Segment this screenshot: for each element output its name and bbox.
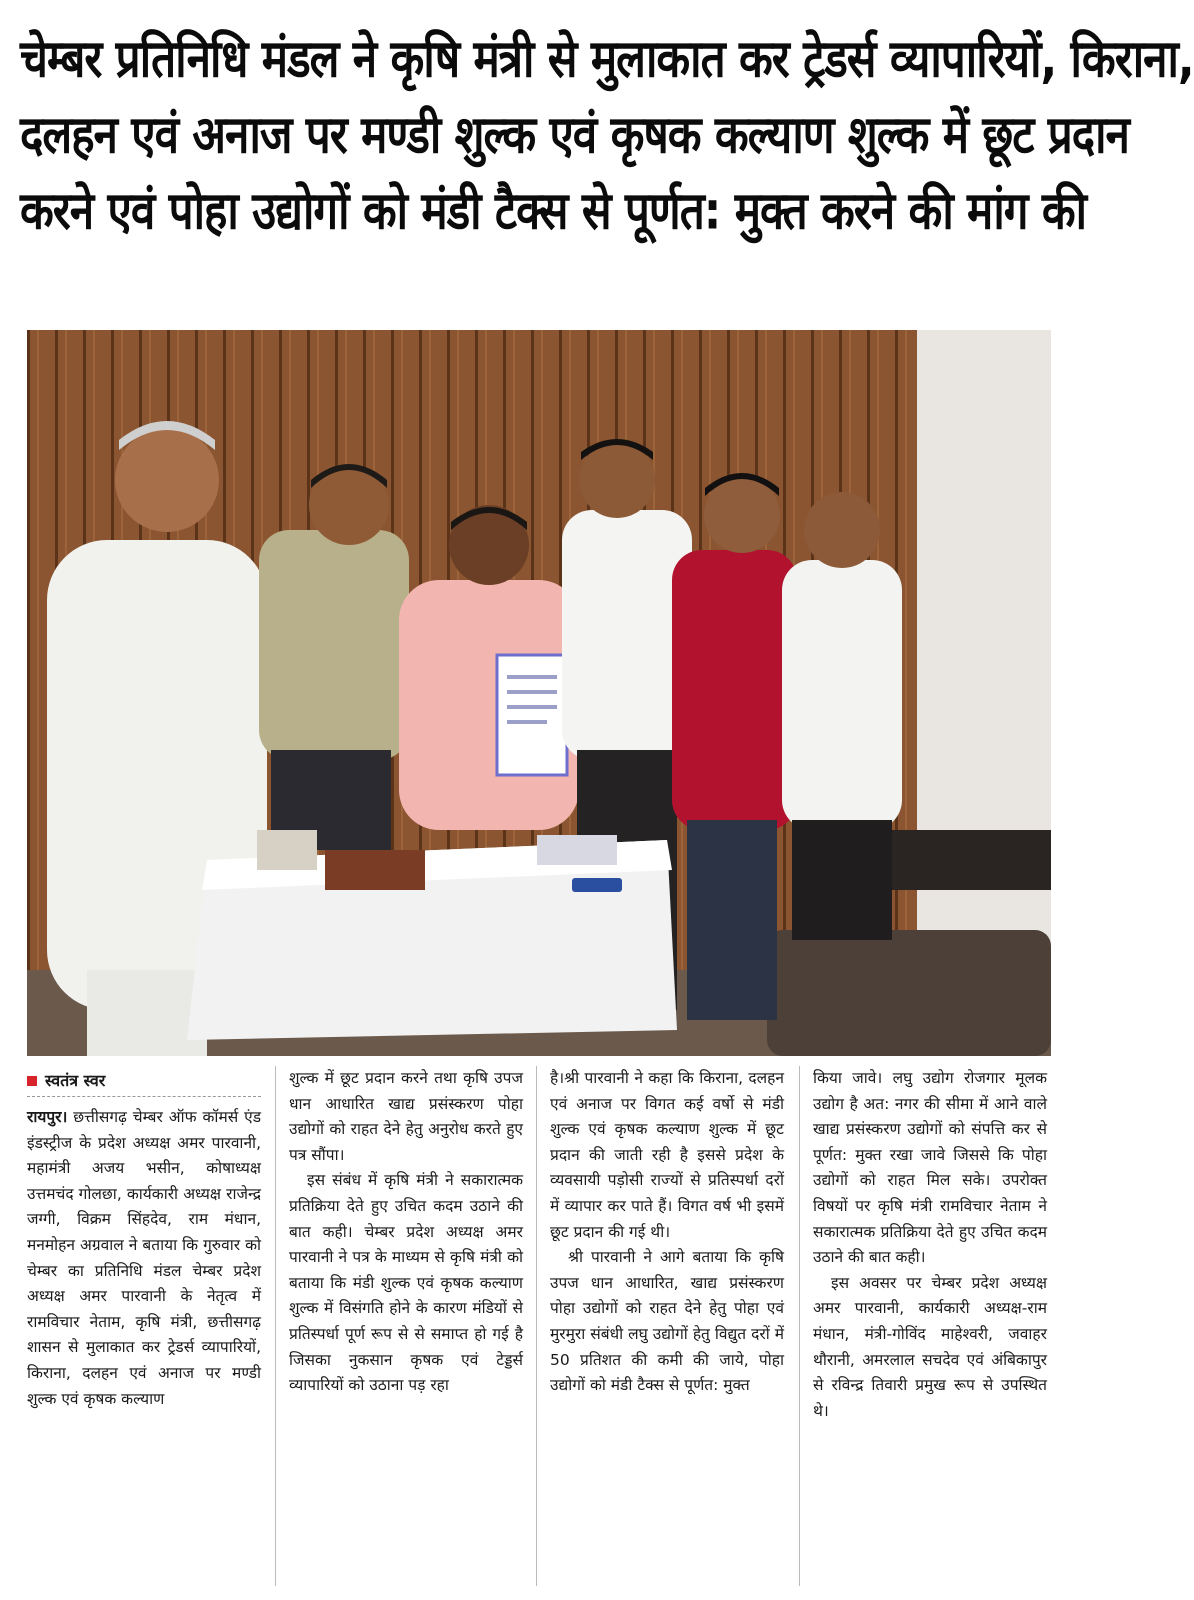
byline — [27, 1066, 261, 1097]
table — [187, 830, 677, 1040]
photo-illustration — [27, 330, 1051, 1056]
column-divider — [275, 1066, 276, 1586]
column-divider — [536, 1066, 537, 1586]
article-text: छत्तीसगढ़ चेम्बर ऑफ कॉमर्स एंड इंडस्ट्रीज के प्रदेश अध्यक्ष अमर पारवानी, महामंत्री अजय भसीन, कोषाध्यक्ष उत्तमचंद गोलछा, कार्यकारी अध्यक्ष राजेन्द्र जग्गी, विक्रम सिंहदेव, राम मंधान, मनमोहन अग्रवाल ने बताया कि गुरुवार को चेम्बर का प्रतिनिधि मंडल चेम्बर प्रदेश अध्यक्ष अमर पारवानी के नेतृत्व में रामविचार नेताम, कृषि मंत्री, छत्तीसगढ़ शासन से मुलाकात कर ट्रेडर्स व्यापारियों, किराना, दलहन एवं अनाज पर मण्डी शुल्क एवं कृषक कल्याण — [27, 1108, 261, 1408]
column-divider — [799, 1066, 800, 1586]
article-column-4 — [813, 1066, 1047, 1586]
headline-line-2: दलहन एवं अनाज पर मण्डी शुल्क एवं कृषक कल्याण शुल्क में छूट प्रदान — [20, 105, 1129, 166]
byline-marker — [27, 1076, 37, 1086]
headline-line-3: करने एवं पोहा उद्योगों को मंडी टैक्स से पूर्णत: मुक्त करने की मांग की — [20, 181, 1087, 242]
letter-document — [497, 655, 567, 775]
article-paragraph: किया जावे। लघु उद्योग रोजगार मूलक उद्योग है अत: नगर की सीमा में आने वाले खाद्य प्रसंस्करण उद्योगों को संपत्ति कर से पूर्णत: मुक्त रखा जावे जिससे कि पोहा उद्योगों को राहत मिल सके। उपरोक्त विषयों पर कृषि मंत्री रामविचार नेताम ने सकारात्मक प्रतिक्रिया देते हुए उचित कदम उठाने की बात कही। — [813, 1069, 1047, 1267]
headline — [20, 22, 1194, 250]
article-paragraph: है।श्री पारवानी ने कहा कि किराना, दलहन एवं अनाज पर विगत कई वर्षो से मंडी शुल्क एवं कृषक कल्याण शुल्क में छूट प्रदान की जाती रही है इससे प्रदेश के व्यवसायी पड़ोसी राज्यों से प्रतिस्पर्धा दरों में व्यापार कर पाते हैं। विगत वर्ष भी इसमें छूट प्रदान की गई थी। — [550, 1069, 784, 1241]
article-paragraph — [27, 1105, 261, 1412]
news-photo — [27, 330, 1051, 1056]
article-paragraph: इस अवसर पर चेम्बर प्रदेश अध्यक्ष अमर पारवानी, कार्यकारी अध्यक्ष-राम मंधान, मंत्री-गोविंद माहेश्वरी, जवाहर थौरानी, अमरलाल सचदेव एवं अंबिकापुर से रविन्द्र तिवारी प्रमुख रूप से उपस्थित थे। — [813, 1273, 1047, 1420]
article-column-3 — [550, 1066, 784, 1586]
article-paragraph: श्री पारवानी ने आगे बताया कि कृषि उपज धान आधारित, खाद्य प्रसंस्करण पोहा उद्योगों को राहत देने हेतु पोहा एवं मुरमुरा संबंधी लघु उद्योगों हेतु विद्युत दरों में 50 प्रतिशत की कमी की जाये, पोहा उद्योगों को मंडी टैक्स से पूर्णत: मुक्त — [550, 1248, 784, 1395]
sofa — [767, 930, 1051, 1056]
article-column-1 — [27, 1066, 261, 1586]
article-column-2 — [289, 1066, 523, 1586]
article-paragraph: इस संबंध में कृषि मंत्री ने सकारात्मक प्रतिक्रिया देते हुए उचित कदम उठाने की बात कही। चेम्बर प्रदेश अध्यक्ष अमर पारवानी ने पत्र के माध्यम से कृषि मंत्री को बताया कि मंडी शुल्क एवं कृषक कल्याण शुल्क में विसंगति होने के कारण मंडियों से प्रतिस्पर्धा पूर्ण रूप से से समाप्त हो गई है जिसका नुकसान कृषक एवं टेड्डर्स व्यापारियों को उठाना पड़ रहा — [289, 1171, 523, 1395]
side-table — [887, 830, 1051, 890]
article-body — [27, 1066, 1051, 1586]
dateline: रायपुर। — [27, 1108, 68, 1126]
headline-line-1: चेम्बर प्रतिनिधि मंडल ने कृषि मंत्री से मुलाकात कर ट्रेडर्स व्यापारियों, किराना, — [20, 29, 1194, 90]
article-paragraph: शुल्क में छूट प्रदान करने तथा कृषि उपज धान आधारित खाद्य प्रसंस्करण पोहा उद्योगों को राहत देने हेतु अनुरोध करते हुए पत्र सौंपा। — [289, 1069, 523, 1164]
byline-text: स्वतंत्र स्वर — [45, 1071, 106, 1091]
